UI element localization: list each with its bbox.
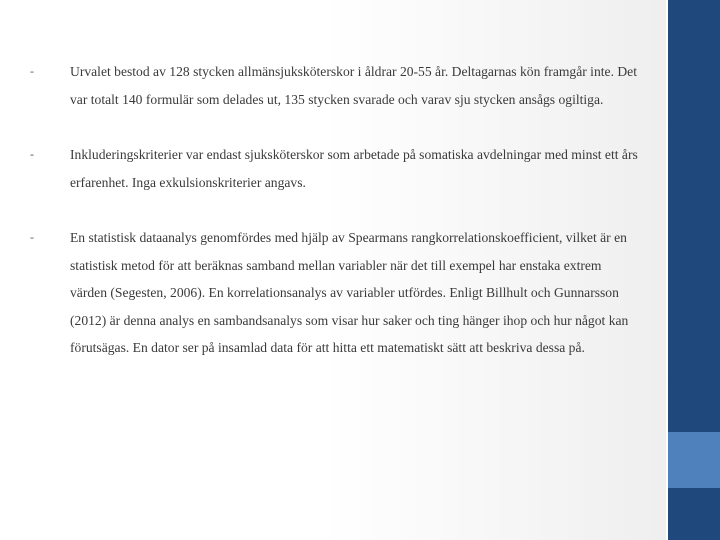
bullet-item-data-analysis: [30, 224, 640, 362]
sidebar-accent-block: [668, 432, 720, 488]
bullet-item-sample: [30, 58, 640, 113]
bullet-list: [30, 58, 640, 362]
sidebar-bottom-block: [668, 488, 720, 540]
bullet-marker: -: [30, 64, 34, 78]
decorative-sidebar: [666, 0, 720, 540]
bullet-marker: -: [30, 230, 34, 244]
bullet-text-sample: Urvalet bestod av 128 stycken allmänsjuksköterskor i åldrar 20-55 år. Deltagarnas kön framgår inte. Det var totalt 140 formulär som delades ut, 135 stycken svarade och varav sju stycken ansågs ogiltiga.: [70, 64, 637, 107]
bullet-text-inclusion-criteria: Inkluderingskriterier var endast sjuksköterskor som arbetade på somatiska avdelningar med minst ett års erfarenhet. Inga exkulsionskriterier angavs.: [70, 147, 638, 190]
bullet-marker: -: [30, 147, 34, 161]
bullet-item-inclusion-criteria: [30, 141, 640, 196]
bullet-text-data-analysis: En statistisk dataanalys genomfördes med hjälp av Spearmans rangkorrelationskoefficient, vilket är en statistisk metod för att beräknas samband mellan variabler när det till exempel har enstaka extrem värden (Segesten, 2006). En korrelationsanalys av variabler utfördes. Enligt Billhult och Gunnarsson (2012) är denna analys en sambandsanalys som visar hur saker och ting hänger ihop och hur något kan förutsägas. En dator ser på insamlad data för att hitta ett matematiskt sätt att beskriva dessa på.: [70, 230, 629, 355]
sidebar-top-block: [668, 0, 720, 432]
